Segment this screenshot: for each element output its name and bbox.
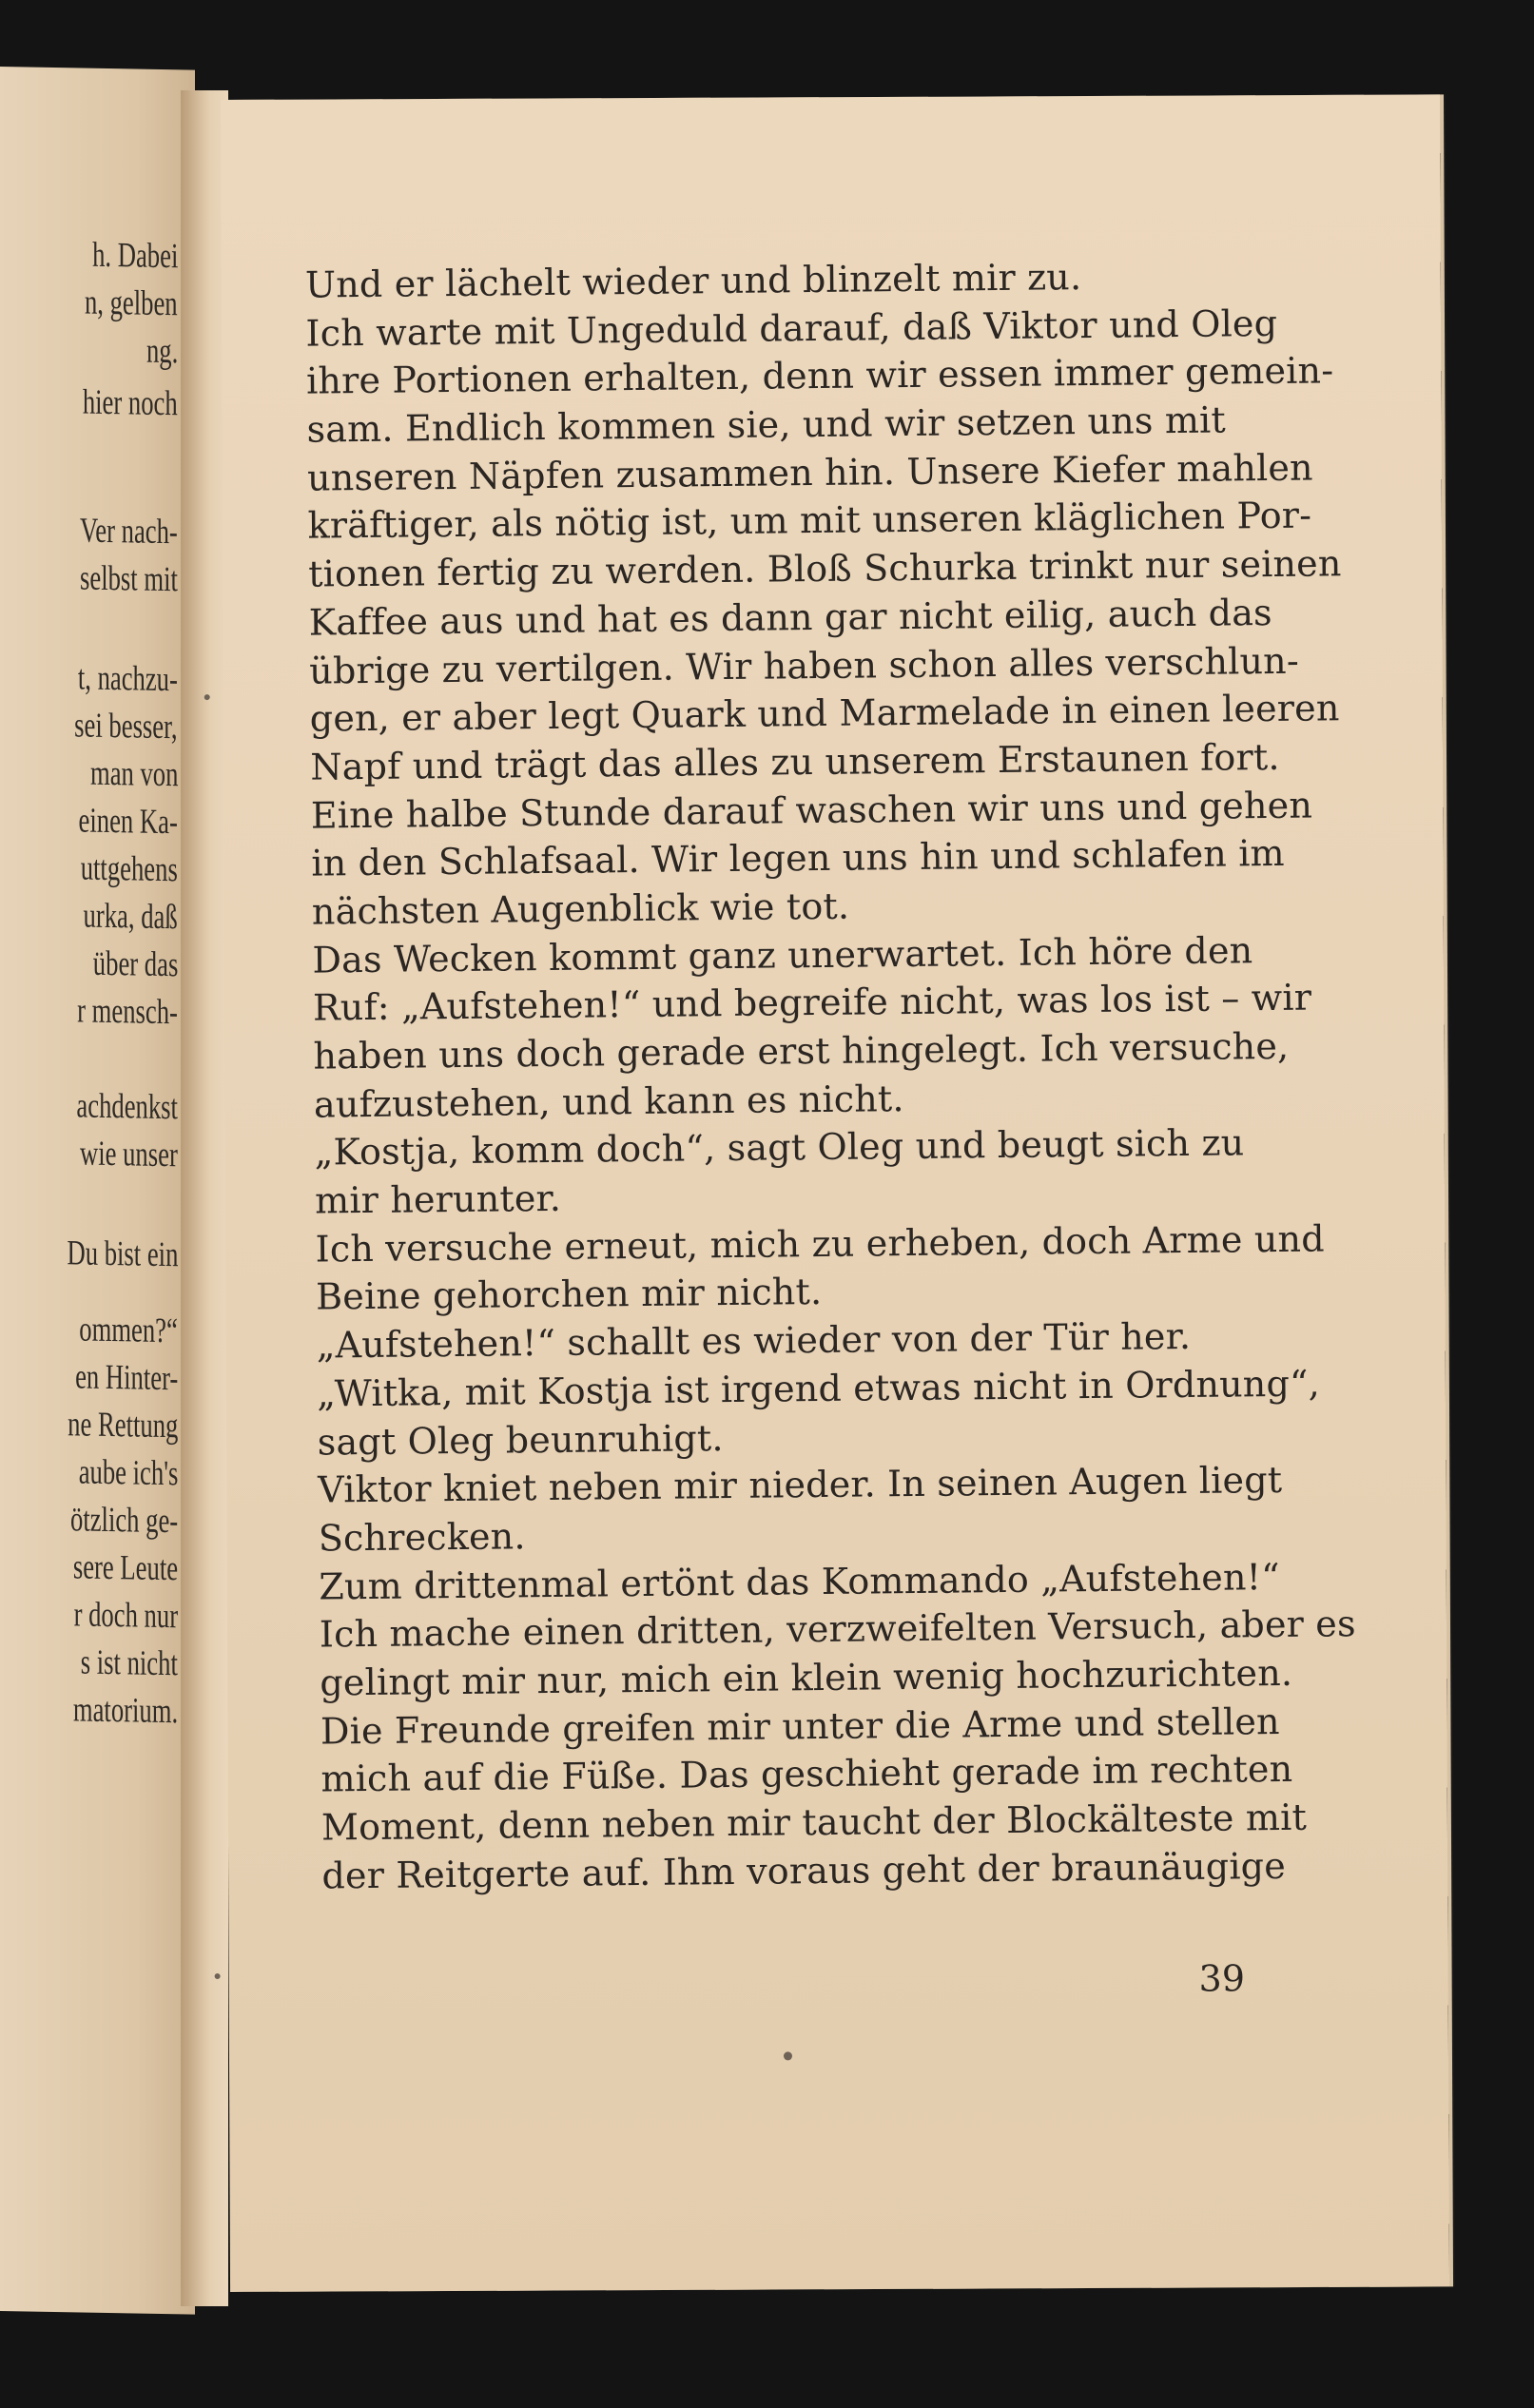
- left-page-fragment: einen Ka-: [78, 801, 178, 843]
- text-line: Ich warte mit Ungeduld darauf, daß Viktor und Oleg: [305, 301, 1278, 355]
- left-page-fragment: Du bist ein: [67, 1233, 178, 1275]
- left-page-fragment: ötzlich ge-: [69, 1500, 178, 1542]
- text-line: sam. Endlich kommen sie, und wir setzen uns mit: [306, 398, 1227, 451]
- left-page-fragment: t, nachzu-: [77, 658, 178, 700]
- text-line: übrige zu vertilgen. Wir haben schon alles verschlun-: [309, 639, 1300, 692]
- text-line: ihre Portionen erhalten, denn wir essen immer gemein-: [305, 349, 1334, 402]
- text-line: mich auf die Füße. Das geschieht gerade im rechten: [320, 1748, 1293, 1800]
- text-line: der Reitgerte auf. Ihm voraus geht der braunäugige: [321, 1844, 1287, 1897]
- text-line: Viktor kniet neben mir nieder. In seinen Augen liegt: [318, 1459, 1283, 1511]
- left-page-fragment: sere Leute: [72, 1547, 178, 1589]
- left-page-fragment: matorium.: [72, 1690, 178, 1732]
- text-line: tionen fertig zu werden. Bloß Schurka trinkt nur seinen: [307, 542, 1342, 595]
- text-line: Das Wecken kommt ganz unerwartet. Ich höre den: [312, 928, 1253, 981]
- paper-speck: [204, 694, 210, 700]
- text-line: sagt Oleg beunruhigt.: [317, 1416, 724, 1464]
- text-line: Napf und trägt das alles zu unserem Erstaunen fort.: [310, 735, 1280, 788]
- left-page-fragment: en Hinter-: [74, 1357, 178, 1399]
- text-line: mir herunter.: [314, 1176, 562, 1222]
- text-line: haben uns doch gerade erst hingelegt. Ich versuche,: [313, 1024, 1290, 1078]
- left-page-fragment: ne Rettung: [67, 1405, 178, 1447]
- text-line: Zum drittenmal ertönt das Kommando „Aufstehen!“: [319, 1555, 1280, 1608]
- left-page-fragment: hier noch: [83, 382, 178, 424]
- text-line: Eine halbe Stunde darauf waschen wir uns und gehen: [310, 784, 1313, 837]
- left-page: [0, 67, 195, 2315]
- left-page-fragment: achdenkst: [76, 1086, 178, 1128]
- left-page-fragment: aube ich's: [78, 1452, 178, 1494]
- text-line: „Aufstehen!“ schallt es wieder von der Tür her.: [316, 1315, 1192, 1367]
- text-line: Und er lächelt wieder und blinzelt mir zu.: [304, 256, 1082, 306]
- text-line: gelingt mir nur, mich ein klein wenig hochzurichten.: [320, 1651, 1293, 1704]
- text-line: Ich mache einen dritten, verzweifelten Versuch, aber es: [319, 1602, 1356, 1656]
- text-line: Ich versuche erneut, mich zu erheben, doch Arme und: [315, 1217, 1325, 1271]
- left-page-fragment: ommen?“: [79, 1310, 178, 1351]
- paper-speck: [215, 1973, 221, 1979]
- left-page-fragment: ng.: [146, 331, 178, 372]
- right-page: [221, 94, 1449, 2292]
- text-line: „Witka, mit Kostja ist irgend etwas nicht in Ordnung“,: [316, 1362, 1321, 1415]
- text-line: Kaffee aus und hat es dann gar nicht eilig, auch das: [308, 591, 1272, 644]
- text-line: unseren Näpfen zusammen hin. Unsere Kiefer mahlen: [306, 446, 1313, 499]
- page-number: 39: [1198, 1957, 1246, 2000]
- text-line: Schrecken.: [318, 1515, 526, 1560]
- text-line: Moment, denn neben mir taucht der Blockälteste mit: [320, 1796, 1308, 1849]
- left-page-fragment: man von: [89, 753, 178, 795]
- left-page-fragment: über das: [92, 943, 178, 985]
- left-page-fragment: r doch nur: [73, 1595, 178, 1637]
- paper-speck: [784, 2051, 792, 2060]
- text-line: gen, er aber legt Quark und Marmelade in einen leeren: [309, 687, 1340, 740]
- left-page-fragment: h. Dabei: [91, 235, 178, 277]
- left-page-fragment: urka, daß: [83, 896, 178, 938]
- text-line: kräftiger, als nötig ist, um mit unseren kläglichen Por-: [307, 494, 1312, 548]
- left-page-fragment: r mensch-: [77, 991, 178, 1033]
- text-line: in den Schlafsaal. Wir legen uns hin und schlafen im: [311, 832, 1286, 884]
- body-text: [304, 252, 1356, 1900]
- text-line: nächsten Augenblick wie tot.: [311, 884, 850, 933]
- left-page-fragment: Ver nach-: [80, 511, 178, 553]
- text-line: Die Freunde greifen mir unter die Arme und stellen: [320, 1699, 1280, 1753]
- left-page-fragment: wie unser: [80, 1134, 178, 1175]
- text-line: „Kostja, komm doch“, sagt Oleg und beugt sich zu: [314, 1121, 1245, 1174]
- left-page-fragment: selbst mit: [80, 558, 178, 600]
- left-page-fragment: sei besser,: [74, 706, 178, 748]
- left-page-fragment: s ist nicht: [80, 1642, 178, 1684]
- text-line: Ruf: „Aufstehen!“ und begreife nicht, was los ist – wir: [312, 976, 1312, 1029]
- left-page-fragment: uttgehens: [80, 848, 178, 890]
- text-line: aufzustehen, und kann es nicht.: [313, 1077, 904, 1126]
- left-page-fragment: n, gelben: [85, 282, 178, 324]
- text-line: Beine gehorchen mir nicht.: [315, 1271, 823, 1318]
